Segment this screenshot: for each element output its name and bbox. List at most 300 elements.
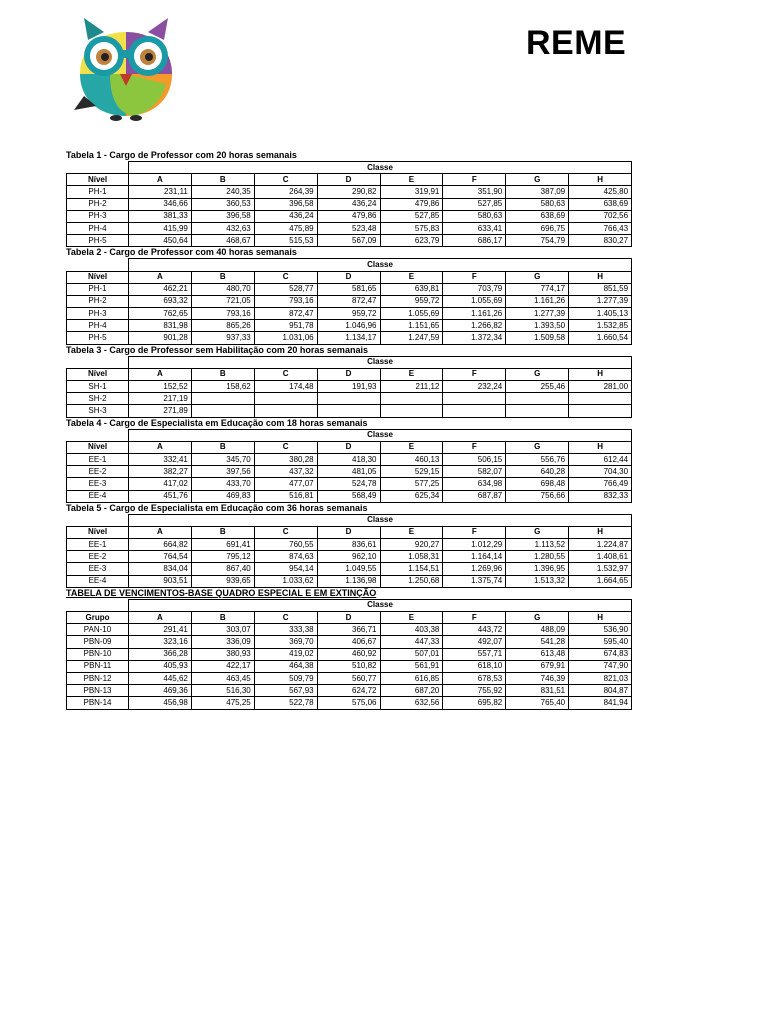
owl-logo xyxy=(70,14,182,126)
table-row xyxy=(67,660,632,672)
table-cell: 406,67 xyxy=(317,636,380,648)
table-cell: 232,24 xyxy=(443,381,506,393)
table-cell: 1.513,32 xyxy=(506,575,569,587)
table-cell: 865,26 xyxy=(191,320,254,332)
table-row xyxy=(67,685,632,697)
table-cell: 834,04 xyxy=(129,563,192,575)
table-cell: 920,27 xyxy=(380,539,443,551)
table-cell: 366,28 xyxy=(129,648,192,660)
column-header: B xyxy=(191,526,254,538)
table-cell: 480,70 xyxy=(191,283,254,295)
table-cell: 639,81 xyxy=(380,283,443,295)
table-title: Tabela 3 - Cargo de Professor sem Habilitação com 20 horas semanais xyxy=(66,344,368,355)
row-level: SH-2 xyxy=(67,393,129,405)
table-cell: 774,17 xyxy=(506,283,569,295)
table-cell: 1.049,55 xyxy=(317,563,380,575)
table-cell: 396,58 xyxy=(254,198,317,210)
table-cell: 1.058,31 xyxy=(380,551,443,563)
row-level: PBN-11 xyxy=(67,660,129,672)
table-cell: 687,87 xyxy=(443,490,506,502)
table-cell xyxy=(443,405,506,417)
table-cell: 460,13 xyxy=(380,453,443,465)
table-cell: 1.393,50 xyxy=(506,320,569,332)
table-cell: 528,77 xyxy=(254,283,317,295)
table-cell: 557,71 xyxy=(443,648,506,660)
classe-header-row xyxy=(67,356,632,368)
table-cell: 477,07 xyxy=(254,478,317,490)
column-header: G xyxy=(506,612,569,624)
salary-table xyxy=(66,514,632,588)
table-row xyxy=(67,198,632,210)
table-title: Tabela 1 - Cargo de Professor com 20 horas semanais xyxy=(66,150,297,160)
row-level: EE-4 xyxy=(67,575,129,587)
table-cell: 567,93 xyxy=(254,685,317,697)
table-cell: 475,25 xyxy=(191,697,254,709)
table-cell: 698,48 xyxy=(506,478,569,490)
row-level: SH-1 xyxy=(67,381,129,393)
table-cell: 396,58 xyxy=(191,210,254,222)
table-cell: 366,71 xyxy=(317,624,380,636)
column-header-row xyxy=(67,441,632,453)
table-cell: 397,56 xyxy=(191,466,254,478)
table-cell: 581,65 xyxy=(317,283,380,295)
column-header: B xyxy=(191,174,254,186)
table-cell: 754,79 xyxy=(506,235,569,247)
table-row xyxy=(67,393,632,405)
column-header: H xyxy=(569,441,632,453)
table-cell: 346,66 xyxy=(129,198,192,210)
table-row xyxy=(67,563,632,575)
table-cell: 436,24 xyxy=(254,210,317,222)
table-block xyxy=(66,150,631,247)
table-cell: 575,06 xyxy=(317,697,380,709)
row-level: EE-4 xyxy=(67,490,129,502)
table-cell: 962,10 xyxy=(317,551,380,563)
row-level: PH-1 xyxy=(67,186,129,198)
column-header: D xyxy=(317,174,380,186)
column-header: G xyxy=(506,441,569,453)
column-header: B xyxy=(191,271,254,283)
header-spacer xyxy=(67,429,129,441)
table-block xyxy=(66,247,631,344)
table-cell: 1.375,74 xyxy=(443,575,506,587)
row-level: PH-3 xyxy=(67,308,129,320)
table-cell: 1.113,52 xyxy=(506,539,569,551)
table-cell: 447,33 xyxy=(380,636,443,648)
table-row xyxy=(67,332,632,344)
row-level: PH-2 xyxy=(67,198,129,210)
column-header: F xyxy=(443,526,506,538)
table-cell: 634,98 xyxy=(443,478,506,490)
column-header: A xyxy=(129,271,192,283)
table-cell: 1.280,55 xyxy=(506,551,569,563)
classe-header-row xyxy=(67,514,632,526)
column-header: D xyxy=(317,271,380,283)
table-cell: 332,41 xyxy=(129,453,192,465)
table-cell: 291,41 xyxy=(129,624,192,636)
table-cell xyxy=(191,405,254,417)
table-cell: 380,93 xyxy=(191,648,254,660)
table-cell: 959,72 xyxy=(317,308,380,320)
table-cell: 595,40 xyxy=(569,636,632,648)
table-cell: 524,78 xyxy=(317,478,380,490)
table-cell: 360,53 xyxy=(191,198,254,210)
table-row xyxy=(67,648,632,660)
salary-table xyxy=(66,356,632,418)
table-cell: 516,30 xyxy=(191,685,254,697)
table-cell: 369,70 xyxy=(254,636,317,648)
brand-title: REME xyxy=(526,24,627,62)
table-cell: 1.247,59 xyxy=(380,332,443,344)
table-cell: 158,62 xyxy=(191,381,254,393)
table-cell: 874,63 xyxy=(254,551,317,563)
table-cell: 1.660,54 xyxy=(569,332,632,344)
column-header: H xyxy=(569,174,632,186)
table-cell: 422,17 xyxy=(191,660,254,672)
table-cell: 217,19 xyxy=(129,393,192,405)
column-header: G xyxy=(506,368,569,380)
table-block xyxy=(66,503,631,588)
row-level: SH-3 xyxy=(67,405,129,417)
table-row xyxy=(67,672,632,684)
column-header: G xyxy=(506,174,569,186)
column-header: B xyxy=(191,612,254,624)
table-cell: 679,91 xyxy=(506,660,569,672)
classe-header: Classe xyxy=(129,429,632,441)
table-cell: 469,36 xyxy=(129,685,192,697)
table-cell: 959,72 xyxy=(380,295,443,307)
column-header-row xyxy=(67,174,632,186)
column-header: G xyxy=(506,271,569,283)
table-cell: 821,03 xyxy=(569,672,632,684)
salary-tables xyxy=(66,150,631,710)
table-title: TABELA DE VENCIMENTOS-BASE QUADRO ESPECIAL E EM EXTINÇÃO xyxy=(66,587,377,598)
table-cell: 351,90 xyxy=(443,186,506,198)
table-cell: 793,16 xyxy=(191,308,254,320)
table-cell: 1.277,39 xyxy=(569,295,632,307)
table-cell: 760,55 xyxy=(254,539,317,551)
table-cell: 1.161,26 xyxy=(443,308,506,320)
table-cell: 1.250,68 xyxy=(380,575,443,587)
table-cell: 674,83 xyxy=(569,648,632,660)
column-header: E xyxy=(380,441,443,453)
row-header: Nível xyxy=(67,526,129,538)
table-cell: 333,38 xyxy=(254,624,317,636)
column-header: C xyxy=(254,441,317,453)
table-row xyxy=(67,320,632,332)
row-level: PBN-14 xyxy=(67,697,129,709)
table-cell: 901,28 xyxy=(129,332,192,344)
table-cell: 638,69 xyxy=(569,198,632,210)
table-cell: 1.266,82 xyxy=(443,320,506,332)
table-cell: 693,32 xyxy=(129,295,192,307)
table-row xyxy=(67,308,632,320)
classe-header-row xyxy=(67,259,632,271)
table-title: Tabela 2 - Cargo de Professor com 40 horas semanais xyxy=(66,247,297,258)
table-cell xyxy=(317,393,380,405)
column-header: A xyxy=(129,368,192,380)
table-cell: 290,82 xyxy=(317,186,380,198)
table-cell: 951,78 xyxy=(254,320,317,332)
table-row xyxy=(67,210,632,222)
salary-table xyxy=(66,429,632,503)
table-cell: 582,07 xyxy=(443,466,506,478)
table-cell: 469,83 xyxy=(191,490,254,502)
table-cell: 841,94 xyxy=(569,697,632,709)
table-cell: 1.405,13 xyxy=(569,308,632,320)
table-cell: 443,72 xyxy=(443,624,506,636)
table-block xyxy=(66,345,631,418)
table-cell: 1.012,29 xyxy=(443,539,506,551)
table-cell: 281,00 xyxy=(569,381,632,393)
table-cell: 323,16 xyxy=(129,636,192,648)
table-cell xyxy=(191,393,254,405)
row-level: PH-3 xyxy=(67,210,129,222)
table-row xyxy=(67,405,632,417)
table-cell: 632,56 xyxy=(380,697,443,709)
table-cell: 1.046,96 xyxy=(317,320,380,332)
table-row xyxy=(67,381,632,393)
column-header-row xyxy=(67,368,632,380)
table-cell: 577,25 xyxy=(380,478,443,490)
table-row xyxy=(67,466,632,478)
classe-header: Classe xyxy=(129,162,632,174)
table-block xyxy=(66,418,631,503)
table-cell: 795,12 xyxy=(191,551,254,563)
table-cell: 804,87 xyxy=(569,685,632,697)
row-level: PAN-10 xyxy=(67,624,129,636)
table-cell: 451,76 xyxy=(129,490,192,502)
row-level: EE-1 xyxy=(67,453,129,465)
table-cell: 1.161,26 xyxy=(506,295,569,307)
table-cell: 345,70 xyxy=(191,453,254,465)
column-header-row xyxy=(67,271,632,283)
row-level: EE-3 xyxy=(67,478,129,490)
table-cell: 612,44 xyxy=(569,453,632,465)
table-cell: 381,33 xyxy=(129,210,192,222)
table-cell: 488,09 xyxy=(506,624,569,636)
row-header: Nível xyxy=(67,441,129,453)
row-level: PH-4 xyxy=(67,222,129,234)
header-spacer xyxy=(67,162,129,174)
table-cell: 1.396,95 xyxy=(506,563,569,575)
table-cell: 640,28 xyxy=(506,466,569,478)
classe-header-row xyxy=(67,599,632,611)
table-row xyxy=(67,478,632,490)
table-cell: 1.164,14 xyxy=(443,551,506,563)
table-row xyxy=(67,490,632,502)
table-row xyxy=(67,283,632,295)
table-cell: 450,64 xyxy=(129,235,192,247)
table-cell: 303,07 xyxy=(191,624,254,636)
table-block xyxy=(66,588,631,710)
table-cell: 510,82 xyxy=(317,660,380,672)
table-cell: 830,27 xyxy=(569,235,632,247)
table-cell: 1.151,65 xyxy=(380,320,443,332)
row-header: Nível xyxy=(67,271,129,283)
table-row xyxy=(67,295,632,307)
table-cell: 468,67 xyxy=(191,235,254,247)
table-cell: 704,30 xyxy=(569,466,632,478)
table-cell: 633,41 xyxy=(443,222,506,234)
table-cell: 1.055,69 xyxy=(443,295,506,307)
table-cell: 560,77 xyxy=(317,672,380,684)
column-header-row xyxy=(67,526,632,538)
table-cell: 695,82 xyxy=(443,697,506,709)
table-cell: 211,12 xyxy=(380,381,443,393)
table-cell: 872,47 xyxy=(254,308,317,320)
table-cell: 445,62 xyxy=(129,672,192,684)
table-cell: 174,48 xyxy=(254,381,317,393)
column-header: D xyxy=(317,368,380,380)
table-cell: 937,33 xyxy=(191,332,254,344)
table-cell: 556,76 xyxy=(506,453,569,465)
table-cell: 515,53 xyxy=(254,235,317,247)
table-cell: 625,34 xyxy=(380,490,443,502)
table-cell: 832,33 xyxy=(569,490,632,502)
column-header-row xyxy=(67,612,632,624)
table-cell: 541,28 xyxy=(506,636,569,648)
table-cell: 387,09 xyxy=(506,186,569,198)
table-cell xyxy=(569,393,632,405)
table-cell: 336,09 xyxy=(191,636,254,648)
table-cell: 568,49 xyxy=(317,490,380,502)
table-row xyxy=(67,551,632,563)
table-cell xyxy=(254,393,317,405)
table-cell: 1.136,98 xyxy=(317,575,380,587)
table-cell: 624,72 xyxy=(317,685,380,697)
table-cell: 460,92 xyxy=(317,648,380,660)
table-cell: 240,35 xyxy=(191,186,254,198)
column-header: F xyxy=(443,271,506,283)
table-row xyxy=(67,624,632,636)
row-level: PH-5 xyxy=(67,235,129,247)
table-cell: 1.372,34 xyxy=(443,332,506,344)
table-cell: 432,63 xyxy=(191,222,254,234)
table-cell: 831,51 xyxy=(506,685,569,697)
salary-table xyxy=(66,258,632,344)
column-header: D xyxy=(317,612,380,624)
column-header: B xyxy=(191,441,254,453)
table-cell: 1.031,06 xyxy=(254,332,317,344)
column-header: E xyxy=(380,526,443,538)
classe-header-row xyxy=(67,429,632,441)
table-cell: 580,63 xyxy=(443,210,506,222)
row-level: EE-2 xyxy=(67,551,129,563)
table-cell: 264,39 xyxy=(254,186,317,198)
table-cell: 703,79 xyxy=(443,283,506,295)
table-cell: 765,40 xyxy=(506,697,569,709)
table-cell: 686,17 xyxy=(443,235,506,247)
table-cell: 527,85 xyxy=(380,210,443,222)
table-cell: 191,93 xyxy=(317,381,380,393)
row-header: Nível xyxy=(67,174,129,186)
row-level: EE-1 xyxy=(67,539,129,551)
table-cell: 479,86 xyxy=(380,198,443,210)
table-cell: 506,15 xyxy=(443,453,506,465)
table-row xyxy=(67,697,632,709)
table-cell: 1.154,51 xyxy=(380,563,443,575)
column-header: A xyxy=(129,441,192,453)
table-cell: 380,28 xyxy=(254,453,317,465)
column-header: H xyxy=(569,526,632,538)
table-cell: 872,47 xyxy=(317,295,380,307)
table-cell: 1.532,97 xyxy=(569,563,632,575)
table-title: Tabela 4 - Cargo de Especialista em Educação com 18 horas semanais xyxy=(66,417,368,428)
table-cell: 516,81 xyxy=(254,490,317,502)
table-cell: 575,83 xyxy=(380,222,443,234)
table-cell: 462,21 xyxy=(129,283,192,295)
column-header: F xyxy=(443,612,506,624)
table-cell: 403,38 xyxy=(380,624,443,636)
column-header: H xyxy=(569,612,632,624)
table-cell: 152,52 xyxy=(129,381,192,393)
salary-table xyxy=(66,599,632,710)
classe-header: Classe xyxy=(129,599,632,611)
table-cell: 764,54 xyxy=(129,551,192,563)
table-cell: 903,51 xyxy=(129,575,192,587)
table-cell: 522,78 xyxy=(254,697,317,709)
table-cell: 419,02 xyxy=(254,648,317,660)
table-cell: 417,02 xyxy=(129,478,192,490)
table-cell: 1.408,61 xyxy=(569,551,632,563)
column-header: C xyxy=(254,271,317,283)
table-cell: 425,80 xyxy=(569,186,632,198)
table-cell: 1.134,17 xyxy=(317,332,380,344)
table-cell: 527,85 xyxy=(443,198,506,210)
table-cell: 1.224,87 xyxy=(569,539,632,551)
table-cell: 1.055,69 xyxy=(380,308,443,320)
table-row xyxy=(67,453,632,465)
row-header: Nível xyxy=(67,368,129,380)
header-spacer xyxy=(67,356,129,368)
table-cell: 623,79 xyxy=(380,235,443,247)
row-level: PBN-13 xyxy=(67,685,129,697)
table-cell: 271,89 xyxy=(129,405,192,417)
table-cell: 481,05 xyxy=(317,466,380,478)
table-cell: 756,66 xyxy=(506,490,569,502)
table-cell: 529,15 xyxy=(380,466,443,478)
table-cell: 456,98 xyxy=(129,697,192,709)
table-cell xyxy=(506,405,569,417)
table-cell: 762,65 xyxy=(129,308,192,320)
column-header: B xyxy=(191,368,254,380)
table-title: Tabela 5 - Cargo de Especialista em Educação com 36 horas semanais xyxy=(66,502,368,513)
table-cell xyxy=(380,405,443,417)
column-header: E xyxy=(380,174,443,186)
header-spacer xyxy=(67,259,129,271)
row-header: Grupo xyxy=(67,612,129,624)
table-cell: 464,38 xyxy=(254,660,317,672)
table-cell: 433,70 xyxy=(191,478,254,490)
row-level: EE-2 xyxy=(67,466,129,478)
table-row xyxy=(67,235,632,247)
column-header: E xyxy=(380,612,443,624)
column-header: A xyxy=(129,174,192,186)
table-cell: 678,53 xyxy=(443,672,506,684)
table-cell: 691,41 xyxy=(191,539,254,551)
table-cell: 231,11 xyxy=(129,186,192,198)
column-header: A xyxy=(129,526,192,538)
table-cell: 766,43 xyxy=(569,222,632,234)
column-header: F xyxy=(443,441,506,453)
row-level: PH-4 xyxy=(67,320,129,332)
column-header: H xyxy=(569,368,632,380)
table-cell: 616,85 xyxy=(380,672,443,684)
table-cell: 613,48 xyxy=(506,648,569,660)
table-row xyxy=(67,222,632,234)
column-header: D xyxy=(317,526,380,538)
